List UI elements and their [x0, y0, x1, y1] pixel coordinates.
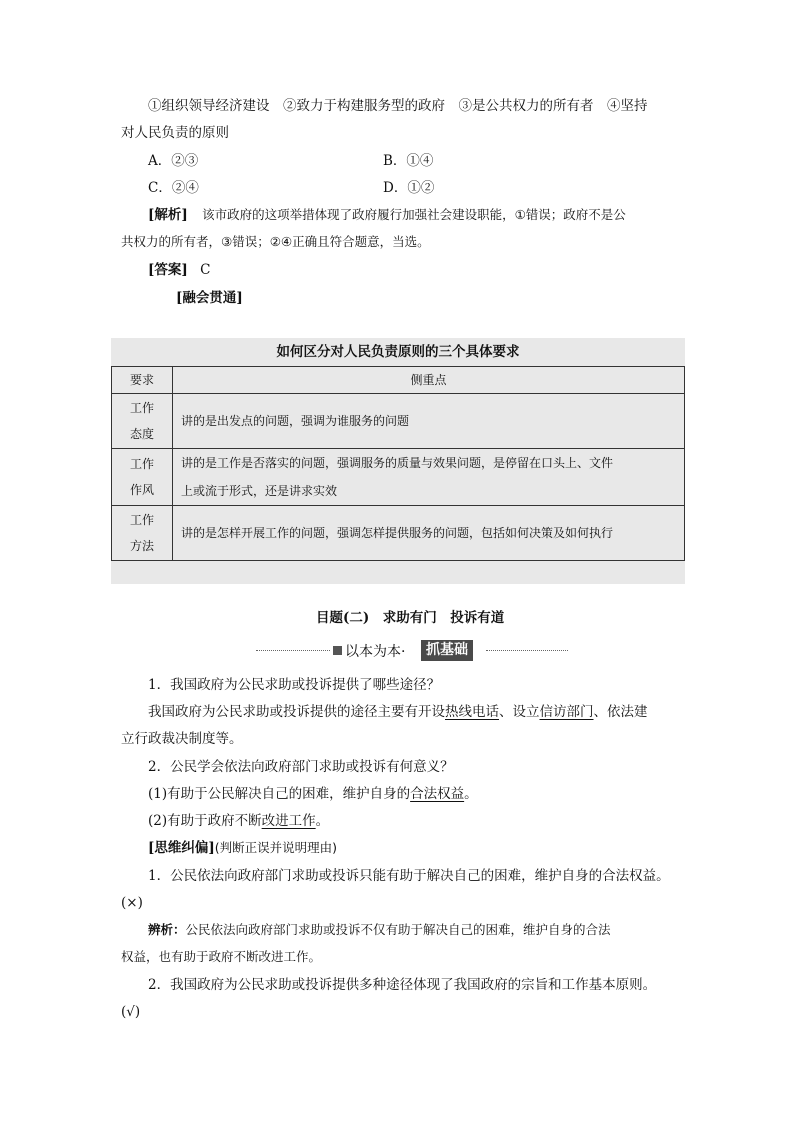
focus-line-1: 讲的是怎样开展工作的问题，强调怎样提供服务的问题，包括如何决策及如何执行: [181, 526, 614, 540]
requirement-line-1: 工作: [129, 457, 154, 471]
answer-1-keyword-petition: 信访部门: [539, 704, 594, 720]
requirement-line-2: 作风: [129, 483, 154, 497]
answer-2-1-end: 。: [464, 786, 478, 802]
table-cell-focus: [173, 394, 685, 449]
answer-2-point-2: [148, 813, 329, 829]
answer-1-line-1: [148, 704, 648, 720]
requirements-table: [111, 366, 685, 561]
option-b: B．①④: [383, 153, 434, 169]
answer-1-text-a: 我国政府为公民求助或投诉提供的途径主要有开设: [148, 704, 445, 720]
analysis-text-1: 该市政府的这项举措体现了政府履行加强社会建设职能，①错误；政府不是公: [202, 207, 626, 222]
answer-tag: [答案]: [148, 262, 188, 278]
answer-2-2-keyword: 改进工作: [261, 813, 316, 829]
requirement-line-1: 工作: [129, 401, 154, 415]
question-1: 1．我国政府为公民求助或投诉提供了哪些途径？: [148, 677, 441, 693]
table-cell-focus: [173, 506, 685, 561]
judge-mark-1: (×): [121, 895, 143, 911]
judge-mark-2: (√): [121, 1004, 141, 1020]
answer-2-1-text: (1)有助于公民解决自己的困难，维护自身的: [148, 786, 411, 802]
answer-2-2-end: 。: [315, 813, 330, 829]
answer-1-line-2: 立行政裁决制度等。: [121, 731, 243, 747]
option-d: D．①②: [383, 180, 435, 196]
explain-tag: 辨析：: [148, 922, 186, 937]
requirement-line-2: 方法: [129, 539, 154, 553]
judge-statement-2: 2．我国政府为公民求助或投诉提供多种途径体现了我国政府的宗旨和工作基本原则。: [148, 977, 657, 993]
analysis-line-1: [148, 207, 626, 223]
table-cell-focus: [173, 449, 685, 506]
judge-tag: [思维纠偏]: [148, 840, 215, 856]
answer-2-2-text: (2)有助于政府不断: [148, 813, 262, 829]
banner-highlight: 抓基础: [421, 640, 473, 661]
topic-heading: 目题(二) 求助有门 投诉有道: [316, 610, 505, 626]
section-label: [融会贯通]: [176, 290, 243, 306]
table-title: 如何区分对人民负责原则的三个具体要求: [276, 344, 520, 360]
question-2: 2．公民学会依法向政府部门求助或投诉有何意义？: [148, 759, 454, 775]
banner-divider-left: [256, 650, 330, 651]
focus-line-2: 上或流于形式，还是讲求实效: [181, 484, 338, 498]
explain-line-2: 权益，也有助于政府不断改进工作。: [121, 949, 322, 964]
requirement-line-1: 工作: [129, 513, 154, 527]
table-header-focus: 侧重点: [173, 367, 685, 394]
option-c: C．②④: [148, 180, 199, 196]
explain-line-1: [148, 922, 611, 938]
analysis-line-2: 共权力的所有者，③错误；②④正确且符合题意，当选。: [121, 234, 430, 249]
analysis-tag: [解析]: [148, 207, 188, 223]
table-cell-requirement: [112, 394, 173, 449]
answer-1-text-b: 、设立: [499, 704, 540, 720]
banner-divider-right: [486, 650, 568, 651]
answer-2-1-keyword: 合法权益: [410, 786, 465, 802]
answer-1-keyword-hotline: 热线电话: [445, 704, 499, 720]
statements-line-2: 对人民负责的原则: [121, 125, 229, 141]
answer-value: C: [200, 262, 211, 278]
square-bullet-icon: [333, 646, 342, 655]
focus-line-1: 讲的是出发点的问题，强调为谁服务的问题: [181, 414, 410, 428]
section-banner: [256, 640, 568, 662]
focus-line-1: 讲的是工作是否落实的问题，强调服务的质量与效果问题，是停留在口头上、文件: [181, 456, 614, 470]
table-row: [112, 506, 685, 561]
table-cell-requirement: [112, 506, 173, 561]
table-cell-requirement: [112, 449, 173, 506]
table-header-row: [112, 367, 685, 394]
table-row: [112, 449, 685, 506]
judge-heading: [148, 840, 337, 856]
judge-instruction: (判断正误并说明理由): [214, 840, 338, 855]
option-a: A．②③: [148, 153, 199, 169]
requirements-table-box: [111, 338, 685, 584]
answer-2-point-1: [148, 786, 478, 802]
explain-text-1: 公民依法向政府部门求助或投诉不仅有助于解决自己的困难，维护自身的合法: [185, 922, 611, 937]
statements-line-1: ①组织领导经济建设 ②致力于构建服务型的政府 ③是公共权力的所有者 ④坚持: [148, 98, 648, 114]
judge-statement-1: 1．公民依法向政府部门求助或投诉只能有助于解决自己的困难，维护自身的合法权益。: [148, 868, 670, 884]
answer-1-text-c: 、依法建: [593, 704, 648, 720]
table-row: [112, 394, 685, 449]
answer-line: [148, 262, 210, 278]
requirement-line-2: 态度: [129, 427, 154, 441]
banner-left-text: 以本为本·: [345, 644, 406, 660]
table-header-requirement: 要求: [112, 367, 173, 394]
